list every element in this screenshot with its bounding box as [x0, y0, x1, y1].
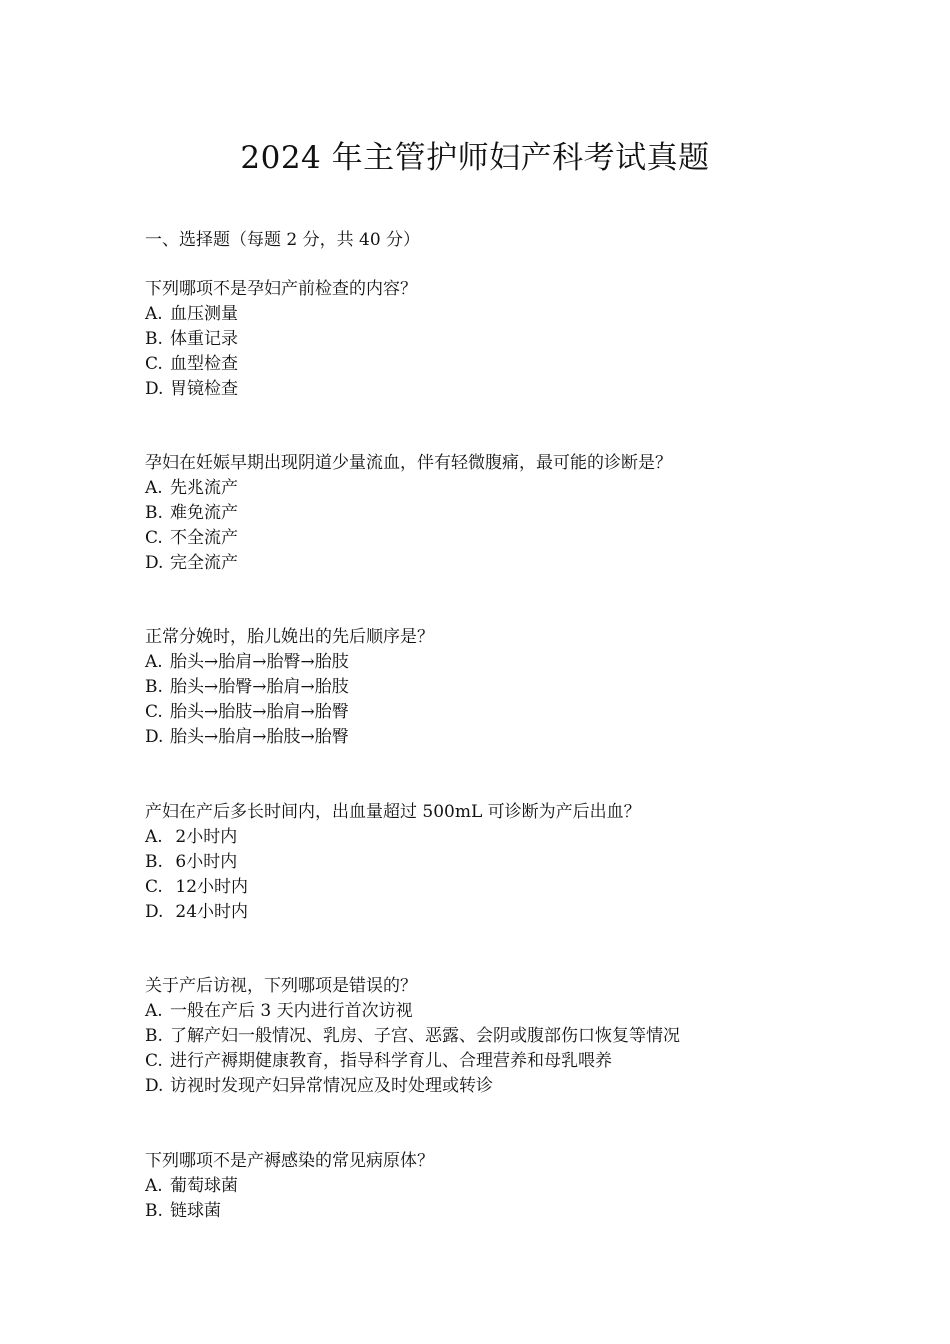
- option-text: 血型检查: [170, 354, 238, 374]
- answer-option: [145, 875, 641, 900]
- answer-option: [145, 1024, 680, 1049]
- option-text: 血压测量: [170, 304, 238, 324]
- answer-option: [145, 327, 417, 352]
- question-block: [145, 1149, 434, 1224]
- option-letter: A.: [145, 304, 163, 324]
- option-text: 完全流产: [170, 553, 238, 573]
- option-text: 12小时内: [170, 877, 249, 897]
- answer-option: [145, 650, 434, 675]
- option-text: 先兆流产: [170, 478, 238, 498]
- option-text: 了解产妇一般情况、乳房、子宫、恶露、会阴或腹部伤口恢复等情况: [170, 1026, 680, 1046]
- option-letter: B.: [145, 677, 163, 697]
- option-text: 葡萄球菌: [170, 1176, 238, 1196]
- option-text: 链球菌: [170, 1201, 221, 1221]
- option-text: 2小时内: [170, 827, 238, 847]
- section-heading: 一、选择题（每题 2 分，共 40 分）: [145, 230, 421, 250]
- option-letter: A.: [145, 478, 163, 498]
- option-letter: D.: [145, 727, 164, 747]
- option-text: 胎头→胎肩→胎肢→胎臀: [170, 727, 349, 747]
- option-letter: C.: [145, 877, 163, 897]
- answer-option: [145, 850, 641, 875]
- option-text: 访视时发现产妇异常情况应及时处理或转诊: [170, 1076, 493, 1096]
- answer-option: [145, 302, 417, 327]
- question-block: [145, 974, 680, 1099]
- document-title: 2024 年主管护师妇产科考试真题: [240, 140, 710, 176]
- option-letter: A.: [145, 1176, 163, 1196]
- option-text: 胎头→胎肩→胎臀→胎肢: [170, 652, 349, 672]
- option-letter: B.: [145, 329, 163, 349]
- answer-option: [145, 675, 434, 700]
- option-letter: D.: [145, 379, 164, 399]
- option-letter: A.: [145, 827, 163, 847]
- option-text: 进行产褥期健康教育，指导科学育儿、合理营养和母乳喂养: [170, 1051, 612, 1071]
- option-text: 难免流产: [170, 503, 238, 523]
- question-block: [145, 625, 434, 750]
- question-text: 关于产后访视，下列哪项是错误的？: [145, 976, 417, 996]
- option-text: 不全流产: [170, 528, 238, 548]
- option-letter: A.: [145, 1001, 163, 1021]
- question-text: 孕妇在妊娠早期出现阴道少量流血，伴有轻微腹痛，最可能的诊断是？: [145, 453, 672, 473]
- answer-option: [145, 352, 417, 377]
- answer-option: [145, 725, 434, 750]
- option-letter: C.: [145, 702, 163, 722]
- answer-option: [145, 1074, 680, 1099]
- option-letter: B.: [145, 852, 163, 872]
- question-block: [145, 451, 672, 576]
- question-text: 产妇在产后多长时间内，出血量超过 500mL 可诊断为产后出血？: [145, 802, 641, 822]
- option-text: 胎头→胎肢→胎肩→胎臀: [170, 702, 349, 722]
- option-text: 一般在产后 3 天内进行首次访视: [170, 1001, 413, 1021]
- option-letter: D.: [145, 902, 164, 922]
- question-text: 下列哪项不是孕妇产前检查的内容？: [145, 279, 417, 299]
- answer-option: [145, 1199, 434, 1224]
- option-text: 胃镜检查: [170, 379, 238, 399]
- option-letter: C.: [145, 354, 163, 374]
- answer-option: [145, 900, 641, 925]
- option-letter: C.: [145, 528, 163, 548]
- answer-option: [145, 1049, 680, 1074]
- answer-option: [145, 825, 641, 850]
- option-letter: D.: [145, 1076, 164, 1096]
- answer-option: [145, 526, 672, 551]
- option-letter: C.: [145, 1051, 163, 1071]
- option-letter: B.: [145, 1026, 163, 1046]
- option-text: 24小时内: [170, 902, 249, 922]
- question-block: [145, 800, 641, 925]
- option-text: 体重记录: [170, 329, 238, 349]
- option-letter: D.: [145, 553, 164, 573]
- answer-option: [145, 551, 672, 576]
- answer-option: [145, 999, 680, 1024]
- option-letter: A.: [145, 652, 163, 672]
- question-text: 下列哪项不是产褥感染的常见病原体？: [145, 1151, 434, 1171]
- option-text: 胎头→胎臀→胎肩→胎肢: [170, 677, 349, 697]
- question-text: 正常分娩时，胎儿娩出的先后顺序是？: [145, 627, 434, 647]
- answer-option: [145, 1174, 434, 1199]
- answer-option: [145, 476, 672, 501]
- option-letter: B.: [145, 1201, 163, 1221]
- answer-option: [145, 700, 434, 725]
- question-block: [145, 277, 417, 402]
- option-letter: B.: [145, 503, 163, 523]
- answer-option: [145, 501, 672, 526]
- option-text: 6小时内: [170, 852, 238, 872]
- answer-option: [145, 377, 417, 402]
